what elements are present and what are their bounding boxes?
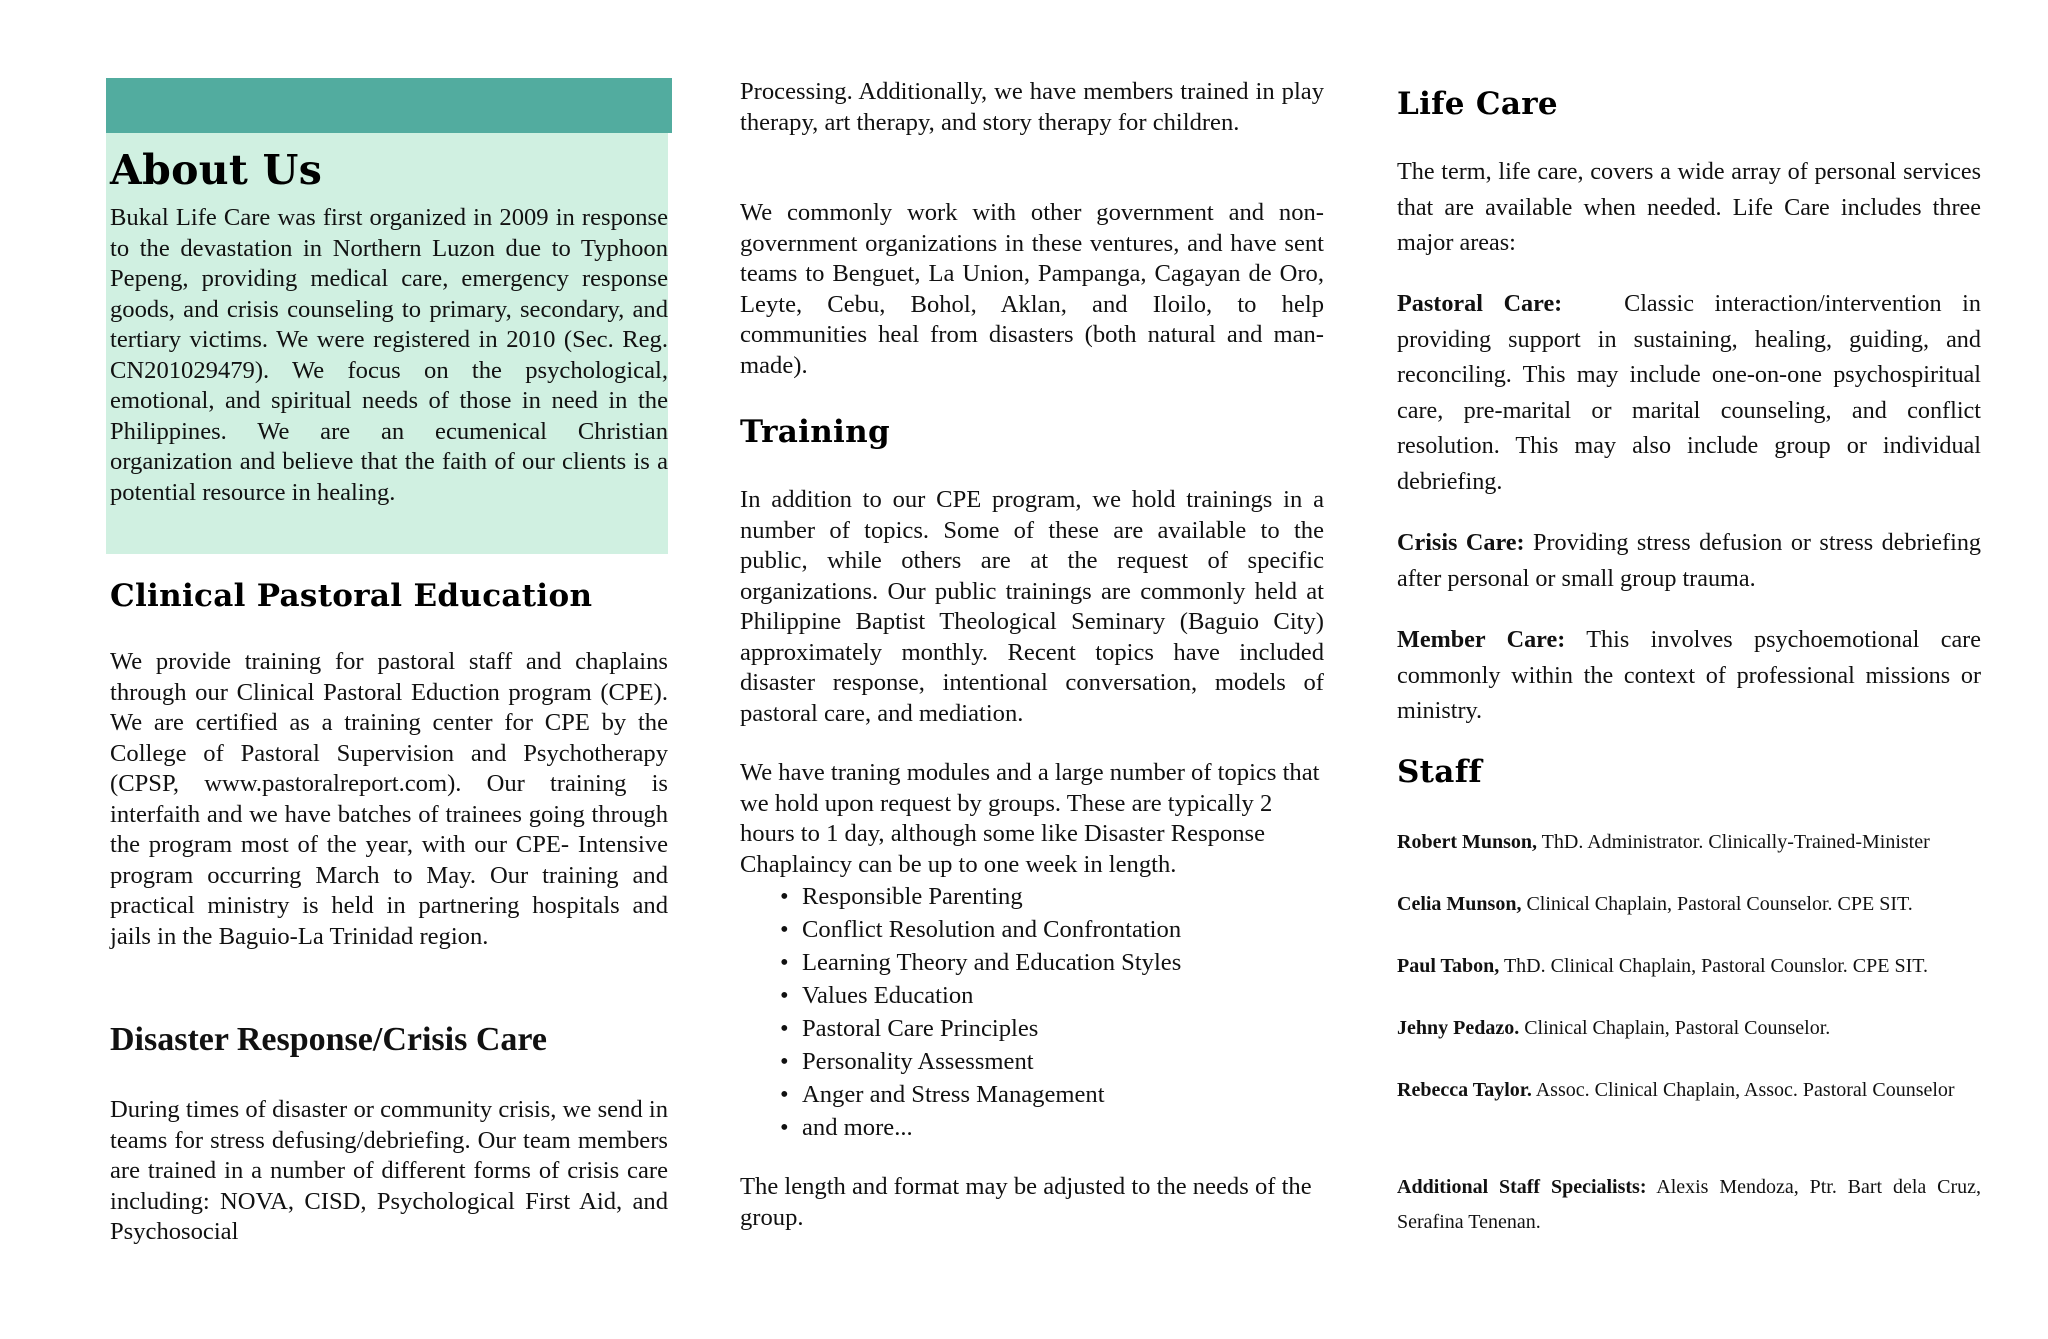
- disaster-continued-text: Processing. Additionally, we have members trained in play therapy, art therapy, and story therapy for children.: [740, 78, 1324, 136]
- member-care-paragraph: [1397, 622, 1981, 729]
- disaster-text: During times of disaster or community crisis, we send in teams for stress defusing/debriefing. Our team members are trained in a number of different forms of crisis care including: NOVA, CISD, Psychological First Aid, and Psychosocial: [110, 1096, 668, 1245]
- staff-name: Paul Tabon,: [1397, 955, 1500, 977]
- topic-item: • Values Education: [780, 979, 1364, 1012]
- staff-entry: [1397, 825, 1981, 860]
- staff-name: Robert Munson,: [1397, 831, 1538, 853]
- staff-role: ThD. Administrator. Clinically-Trained-Minister: [1541, 831, 1930, 853]
- staff-role: Alexis Mendoza, Ptr. Bart dela Cruz, Serafina Tenenan.: [1397, 1176, 1981, 1233]
- life-care-text: The term, life care, covers a wide array of personal services that are available when needed. Life Care includes three major areas:: [1397, 158, 1981, 256]
- length-text: The length and format may be adjusted to the needs of the group.: [740, 1173, 1312, 1231]
- staff-name: Jehny Pedazo.: [1397, 1017, 1520, 1039]
- staff-name: Additional Staff Specialists:: [1397, 1176, 1647, 1198]
- topic-item: • Conflict Resolution and Confrontation: [780, 913, 1364, 946]
- training-text: In addition to our CPE program, we hold trainings in a number of topics. Some of these are available to the public, while others are at the request of specific organizations. Our public trainings are commonly held at Philippine Baptist Theological Seminary (Baguio City) approximately monthly. Recent topics have included disaster response, intentional conversation, models of pastoral care, and mediation.: [740, 486, 1324, 727]
- staff-role: Clinical Chaplain, Pastoral Counselor.: [1524, 1017, 1831, 1039]
- modules-text: We have traning modules and a large number of topics that we hold upon request by groups. These are typically 2 hours to 1 day, although some like Disaster Response Chaplaincy can be up to one week in length.: [740, 759, 1320, 878]
- topics-list: [740, 880, 1364, 1144]
- topic-item: • Responsible Parenting: [780, 880, 1364, 913]
- member-care-label: Member Care:: [1397, 626, 1566, 653]
- life-care-title: Life Care: [1397, 86, 1558, 122]
- topic-item: • Personality Assessment: [780, 1045, 1364, 1078]
- staff-title: Staff: [1397, 754, 1482, 790]
- topic-item: • Pastoral Care Principles: [780, 1012, 1364, 1045]
- crisis-care-label: Crisis Care:: [1397, 529, 1525, 556]
- pastoral-care-label: Pastoral Care:: [1397, 290, 1563, 317]
- staff-name: Rebecca Taylor.: [1397, 1079, 1532, 1101]
- staff-role: Clinical Chaplain, Pastoral Counselor. CPE SIT.: [1526, 893, 1913, 915]
- staff-name: Celia Munson,: [1397, 893, 1522, 915]
- disaster-title: Disaster Response/Crisis Care: [110, 1021, 547, 1058]
- member-care-text: This involves psychoemotional care commonly within the context of professional missions or ministry.: [1397, 626, 1981, 724]
- pastoral-care-text: Classic interaction/intervention in providing support in sustaining, healing, guiding, and reconciling. This may include one-on-one psychospiritual care, pre-marital or marital counseling, and conflict resolution. This may also include group or individual debriefing.: [1397, 290, 1981, 495]
- topic-item: • Anger and Stress Management: [780, 1078, 1364, 1111]
- about-us-box: [106, 133, 668, 554]
- staff-entry: [1397, 1073, 1981, 1108]
- staff-entry: [1397, 1170, 1981, 1240]
- crisis-care-text: Providing stress defusion or stress debriefing after personal or small group trauma.: [1397, 529, 1982, 592]
- header-bar: [106, 78, 672, 133]
- staff-role: ThD. Clinical Chaplain, Pastoral Counslor. CPE SIT.: [1503, 955, 1928, 977]
- about-us-text: Bukal Life Care was first organized in 2009 in response to the devastation in Northern Luzon due to Typhoon Pepeng, providing medical care, emergency response goods, and crisis counseling to primary, secondary, and tertiary victims. We were registered in 2010 (Sec. Reg. CN201029479). We focus on the psychological, emotional, and spiritual needs of those in need in the Philippines. We are an ecumenical Christian organization and believe that the faith of our clients is a potential resource in healing.: [110, 204, 668, 506]
- staff-entry: [1397, 949, 1981, 984]
- staff-entry: [1397, 1011, 1981, 1046]
- government-text: We commonly work with other government and non-government organizations in these ventures, and have sent teams to Benguet, La Union, Pampanga, Cagayan de Oro, Leyte, Cebu, Bohol, Aklan, and Iloilo, to help communities heal from disasters (both natural and man-made).: [740, 199, 1324, 379]
- about-us-title: About Us: [110, 146, 323, 194]
- topic-item: • and more...: [780, 1111, 1364, 1144]
- topic-item: • Learning Theory and Education Styles: [780, 946, 1364, 979]
- staff-entry: [1397, 887, 1981, 922]
- training-title: Training: [740, 414, 890, 450]
- cpe-text: We provide training for pastoral staff and chaplains through our Clinical Pastoral Eduction program (CPE). We are certified as a training center for CPE by the College of Pastoral Supervision and Psychotherapy (CPSP, www.pastoralreport.com). Our training is interfaith and we have batches of trainees going through the program most of the year, with our CPE- Intensive program occurring March to May. Our training and practical ministry is held in partnering hospitals and jails in the Baguio-La Trinidad region.: [110, 648, 668, 950]
- cpe-title: Clinical Pastoral Education: [110, 578, 593, 614]
- pastoral-care-paragraph: [1397, 286, 1981, 499]
- staff-role: Assoc. Clinical Chaplain, Assoc. Pastoral Counselor: [1535, 1079, 1955, 1101]
- crisis-care-paragraph: [1397, 525, 1981, 596]
